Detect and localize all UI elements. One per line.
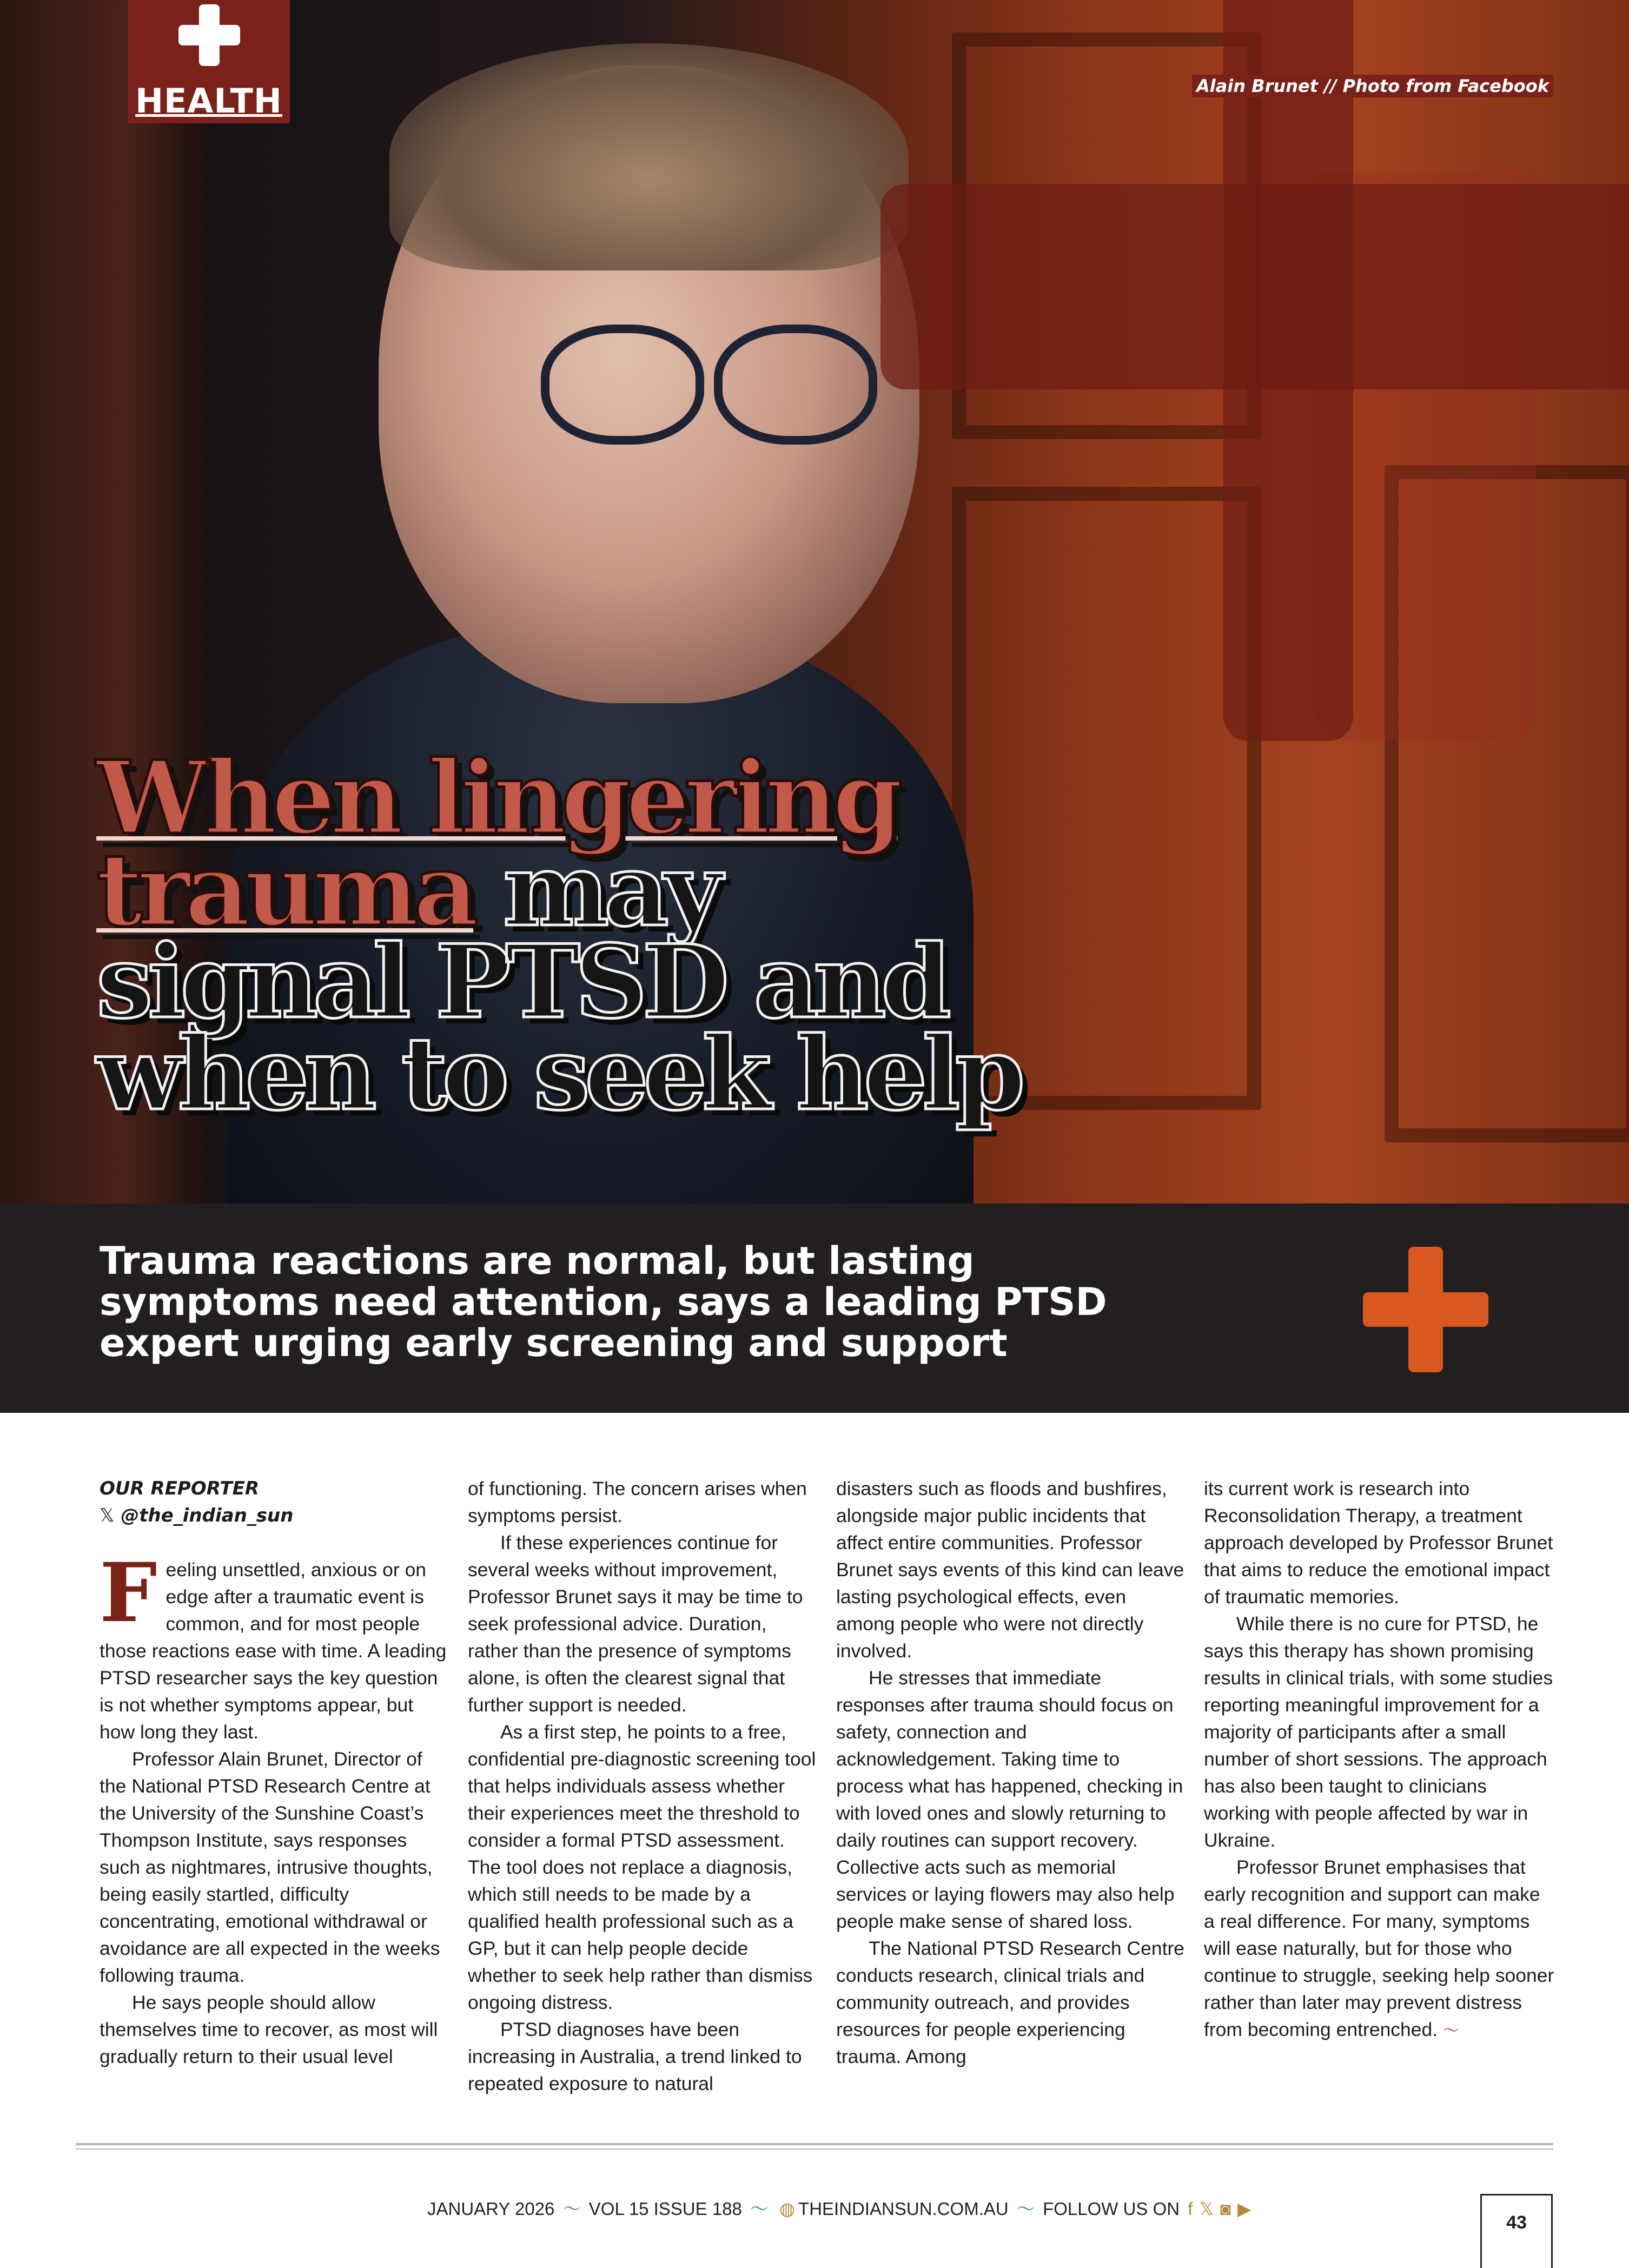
footer-issue: VOL 15 ISSUE 188 <box>588 2199 742 2219</box>
footer-follow: FOLLOW US ON <box>1043 2199 1180 2219</box>
article-column-3 <box>836 1475 1187 2070</box>
end-mark-icon: 〜 <box>1443 2022 1460 2040</box>
plus-icon <box>1363 1247 1488 1372</box>
photo-credit: Alain Brunet // Photo from Facebook <box>1192 75 1553 97</box>
standfirst <box>100 1240 1127 1364</box>
standfirst-line: expert urging early screening and support <box>100 1321 1008 1365</box>
paragraph: PTSD diagnoses have been increasing in Australia, a trend linked to repeated exposure to natural <box>468 2019 802 2094</box>
paragraph: As a first step, he points to a free, confidential pre-diagnostic screening tool that helps individuals assess whether their experiences meet the threshold to consider a formal PTSD assessment. The tool does not replace a diagnosis, which still needs to be made by a qualified health professional such as a GP, but it can help people decide whether to seek help rather than dismiss ongoing distress. <box>468 1721 816 2013</box>
glasses-right-lens <box>714 325 877 445</box>
paragraph <box>100 1545 450 1745</box>
paragraph: While there is no cure for PTSD, he says this therapy has shown promising results in clinical trials, with some studies reporting meaningful improvement for a majority of participants after a small number of short sessions. The approach has also been taught to clinicians working with people affected by war in Ukraine. <box>1204 1613 1553 1851</box>
paragraph: He says people should allow themselves time to recover, as most will gradually return to their usual level <box>100 1992 438 2067</box>
article-column-4 <box>1204 1475 1554 2045</box>
standfirst-band <box>0 1204 1629 1413</box>
byline-handle[interactable]: @the_indian_sun <box>121 1505 294 1526</box>
paragraph: Professor Alain Brunet, Director of the National PTSD Research Centre at the University of the Sunshine Coast’s Thompson Institute, says responses such as nightmares, intrusive thoughts, being easily startled, difficulty concentrating, emotional withdrawal or avoidance are all expected in the weeks following trauma. <box>100 1748 440 1986</box>
article-column-2 <box>468 1475 818 2097</box>
paragraph: its current work is research into Reconsolidation Therapy, a treatment approach developed by Professor Brunet that aims to reduce the emotional impact of traumatic memories. <box>1204 1478 1553 1608</box>
paragraph: The National PTSD Research Centre conducts research, clinical trials and community outreach, and provides resources for people experiencing trauma. Among <box>836 1938 1185 2067</box>
byline-handle-row <box>100 1502 450 1529</box>
x-logo-icon: 𝕏 <box>100 1505 115 1526</box>
headline <box>96 738 1124 1133</box>
x-logo-icon[interactable]: 𝕏 <box>1199 2199 1214 2219</box>
paragraph: If these experiences continue for several weeks without improvement, Professor Brunet says it may be time to seek professional advice. Duration, rather than the presence of symptoms alone, is often the clearest signal that further support is needed. <box>468 1532 803 1716</box>
paragraph: disasters such as floods and bushfires, alongside major public incidents that affect entire communities. Professor Brunet says events of this kind can leave lasting psychological effects, even among people who were not directly involved. <box>836 1478 1184 1662</box>
byline-reporter: OUR REPORTER <box>100 1478 260 1499</box>
glasses-left-lens <box>541 325 704 445</box>
page-number: 43 <box>1480 2194 1553 2268</box>
youtube-icon[interactable]: ▶ <box>1237 2199 1251 2219</box>
article-column-1 <box>100 1475 450 2070</box>
paragraph-text: Professor Brunet emphasises that early recognition and support can make a real difference. For many, symptoms will ease naturally, but for those who continue to struggle, seeking help sooner rather than later may prevent distress from becoming entrenched. <box>1204 1856 1554 2040</box>
headline-text: when to seek help <box>96 1014 1020 1133</box>
separator-icon: 〜 <box>1016 2199 1035 2219</box>
separator-icon: 〜 <box>562 2199 581 2219</box>
paragraph <box>1204 1854 1554 2045</box>
paragraph-text: eeling unsettled, anxious or on edge after a traumatic event is common, and for most people those reactions ease with time. A leading PTSD researcher says the key question is not whether symptoms appear, but how long they last. <box>100 1559 447 1743</box>
headline-highlight: trauma <box>96 830 473 949</box>
footer-website[interactable]: THEINDIANSUN.COM.AU <box>798 2199 1009 2219</box>
standfirst-line: Trauma reactions are normal, but lasting <box>100 1239 975 1283</box>
standfirst-line: symptoms need attention, says a leading PTSD <box>100 1280 1107 1324</box>
drop-cap: F <box>100 1545 157 1641</box>
paragraph: He stresses that immediate responses after trauma should focus on safety, connection and acknowledgement. Taking time to process what has happened, checking in with loved ones and slowly returning to daily routines can support recovery. Collective acts such as memorial services or laying flowers may also help people make sense of shared loss. <box>836 1667 1183 1932</box>
facebook-icon[interactable]: f <box>1188 2199 1193 2219</box>
paragraph: of functioning. The concern arises when symptoms persist. <box>468 1478 807 1526</box>
globe-icon: ◍ <box>779 2199 796 2219</box>
cross-decoration-horizontal <box>880 184 1629 389</box>
footer-rule <box>76 2143 1553 2145</box>
instagram-icon[interactable]: ◙ <box>1220 2199 1231 2219</box>
footer-date: JANUARY 2026 <box>427 2199 555 2219</box>
headline-highlight: When lingering <box>96 738 898 857</box>
plus-icon <box>178 4 240 66</box>
headline-text: may <box>473 830 717 949</box>
separator-icon: 〜 <box>750 2199 769 2219</box>
headline-text: signal PTSD and <box>96 922 946 1041</box>
portrait-hair <box>389 43 909 270</box>
footer-rule <box>76 2148 1553 2150</box>
section-label: HEALTH <box>135 81 282 121</box>
footer <box>427 2195 1254 2220</box>
